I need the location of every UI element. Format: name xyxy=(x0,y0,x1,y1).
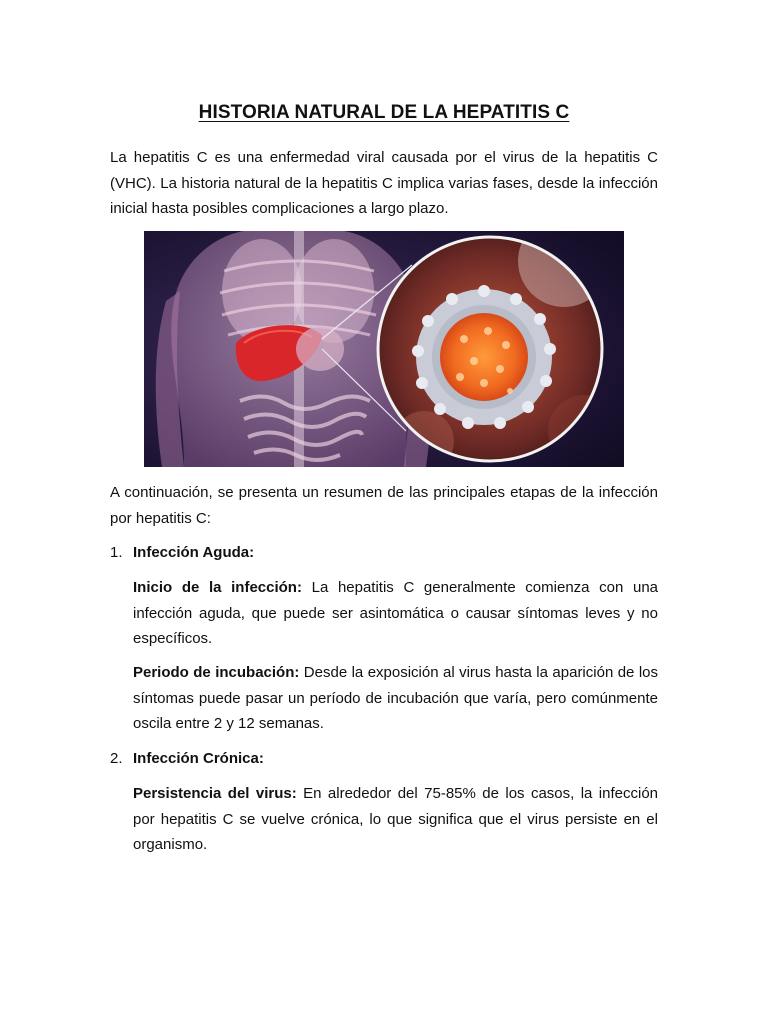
definition-paragraph xyxy=(133,575,658,652)
definition-term: Persistencia del virus: xyxy=(133,785,297,802)
page-title: HISTORIA NATURAL DE LA HEPATITIS C xyxy=(198,102,570,123)
section-2-heading xyxy=(110,746,264,772)
definition-term: Inicio de la infección: xyxy=(133,579,302,596)
definition-term: Periodo de incubación: xyxy=(133,664,300,681)
section-number: 2. xyxy=(110,750,123,767)
hepatitis-illustration xyxy=(144,231,624,467)
section-title: Infección Crónica: xyxy=(133,750,264,767)
definition-text: La hepatitis C generalmente comienza con una infección aguda, que puede ser asintomática o causar síntomas leves y no específicos. xyxy=(133,579,658,647)
definition-text: Desde la exposición al virus hasta la aparición de los síntomas puede pasar un período de incubación que varía, pero comúnmente oscila entre 2 y 12 semanas. xyxy=(133,664,658,732)
definition-paragraph xyxy=(133,660,658,737)
section-number: 1. xyxy=(110,544,123,561)
definition-paragraph xyxy=(133,781,658,858)
intro-paragraph: La hepatitis C es una enfermedad viral causada por el virus de la hepatitis C (VHC). La historia natural de la hepatitis C implica varias fases, desde la infección inicial hasta posibles complicaciones a largo plazo. xyxy=(110,149,658,217)
definition-text: En alrededor del 75-85% de los casos, la infección por hepatitis C se vuelve crónica, lo que significa que el virus persiste en el organismo. xyxy=(133,785,658,853)
section-1-heading xyxy=(110,540,254,566)
summary-intro: A continuación, se presenta un resumen de las principales etapas de la infección por hepatitis C: xyxy=(110,484,658,527)
hepatitis-illustration-graphic xyxy=(144,231,624,467)
section-title: Infección Aguda: xyxy=(133,544,255,561)
